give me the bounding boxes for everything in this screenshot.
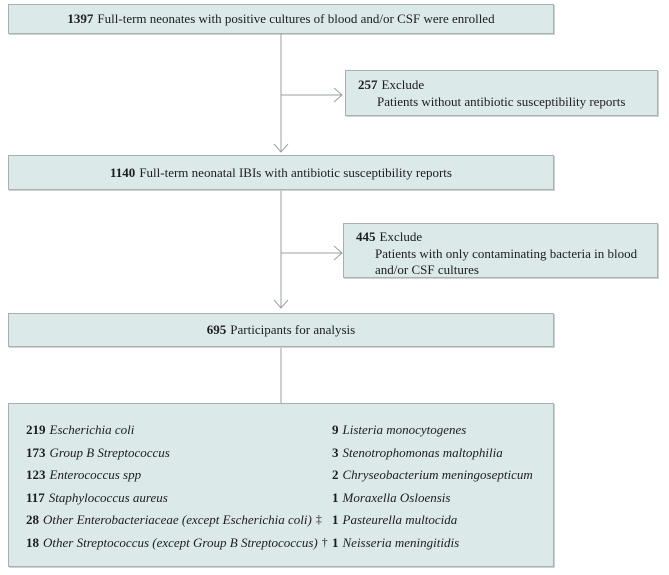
analysis-label	[207, 322, 355, 338]
exclude-box-2	[343, 223, 658, 278]
organism-name: Stenotrophomonas maltophilia	[342, 444, 503, 460]
organism-marker: ‡	[315, 512, 322, 527]
organism-name: Pasteurella multocida	[342, 512, 458, 528]
organisms-box	[8, 403, 554, 567]
organism-count: 1	[332, 534, 339, 550]
ibis-label	[110, 165, 452, 181]
organism-count: 2	[332, 467, 339, 483]
exclude-1-count: 257	[358, 77, 378, 92]
organism-count: 117	[26, 489, 45, 505]
organism-name: Enterococcus spp	[49, 467, 142, 483]
organism-count: 18	[26, 534, 39, 550]
exclude-2-header	[356, 229, 647, 246]
organism-count: 1	[332, 489, 339, 505]
line-analysis-to-organisms	[270, 348, 292, 403]
analysis-box	[8, 313, 554, 347]
organism-row	[332, 419, 537, 442]
organism-count: 3	[332, 444, 339, 460]
organism-row	[332, 487, 537, 510]
enrolled-count: 1397	[67, 11, 94, 26]
organism-row	[332, 464, 537, 487]
organism-name: Escherichia coli	[49, 422, 135, 437]
organism-count: 123	[26, 467, 46, 483]
organisms-right-column	[332, 419, 537, 555]
enrolled-label	[67, 11, 494, 27]
organism-name: Other Enterobacteriaceae (except Escherichia coli)	[43, 512, 312, 528]
ibis-box	[8, 155, 554, 190]
exclude-1-detail: Patients without antibiotic susceptibility reports	[377, 93, 626, 109]
enrolled-box	[8, 4, 554, 34]
organism-count: 9	[332, 422, 339, 437]
exclude-1-header	[358, 77, 647, 94]
organism-count: 28	[26, 512, 39, 528]
organism-count: 1	[332, 512, 339, 528]
exclude-1-label: Exclude	[381, 77, 425, 92]
exclude-2-detail-line-2: and/or CSF cultures	[375, 262, 479, 277]
enrolled-text: Full-term neonates with positive cultures of blood and/or CSF were enrolled	[97, 11, 495, 26]
ibis-text: Full-term neonatal IBIs with antibiotic susceptibility reports	[139, 164, 452, 180]
exclude-2-detail-line-1: Patients with only contaminating bacteria in blood	[375, 245, 638, 261]
organism-marker: †	[321, 534, 328, 549]
branch-to-exclude-1	[281, 84, 344, 106]
organism-row	[332, 509, 537, 532]
organism-row	[26, 419, 328, 442]
organism-row	[332, 442, 537, 465]
organism-row	[26, 442, 328, 465]
exclude-2-count: 445	[356, 229, 376, 244]
organism-row	[26, 464, 328, 487]
organism-name: Chryseobacterium meningosepticum	[342, 467, 533, 483]
organism-name: Group B Streptococcus	[49, 444, 170, 460]
organism-count: 173	[26, 444, 46, 460]
ibis-count: 1140	[110, 164, 136, 180]
exclude-box-1	[345, 70, 658, 116]
analysis-count: 695	[206, 322, 227, 337]
organism-row	[26, 532, 328, 555]
organism-name: Neisseria meningitidis	[342, 534, 460, 550]
exclude-2-label: Exclude	[379, 229, 423, 244]
organism-name: Listeria monocytogenes	[342, 422, 467, 437]
analysis-text: Participants for analysis	[230, 322, 356, 337]
organisms-left-column	[26, 419, 328, 555]
organism-row	[26, 509, 328, 532]
organism-count: 219	[26, 422, 46, 437]
organism-name: Other Streptococcus (except Group B Streptococcus)	[43, 534, 318, 550]
branch-to-exclude-2	[281, 242, 344, 264]
organism-name: Staphylococcus aureus	[48, 489, 168, 505]
organism-row	[332, 532, 537, 555]
organism-row	[26, 487, 328, 510]
organism-name: Moraxella Osloensis	[342, 489, 451, 505]
